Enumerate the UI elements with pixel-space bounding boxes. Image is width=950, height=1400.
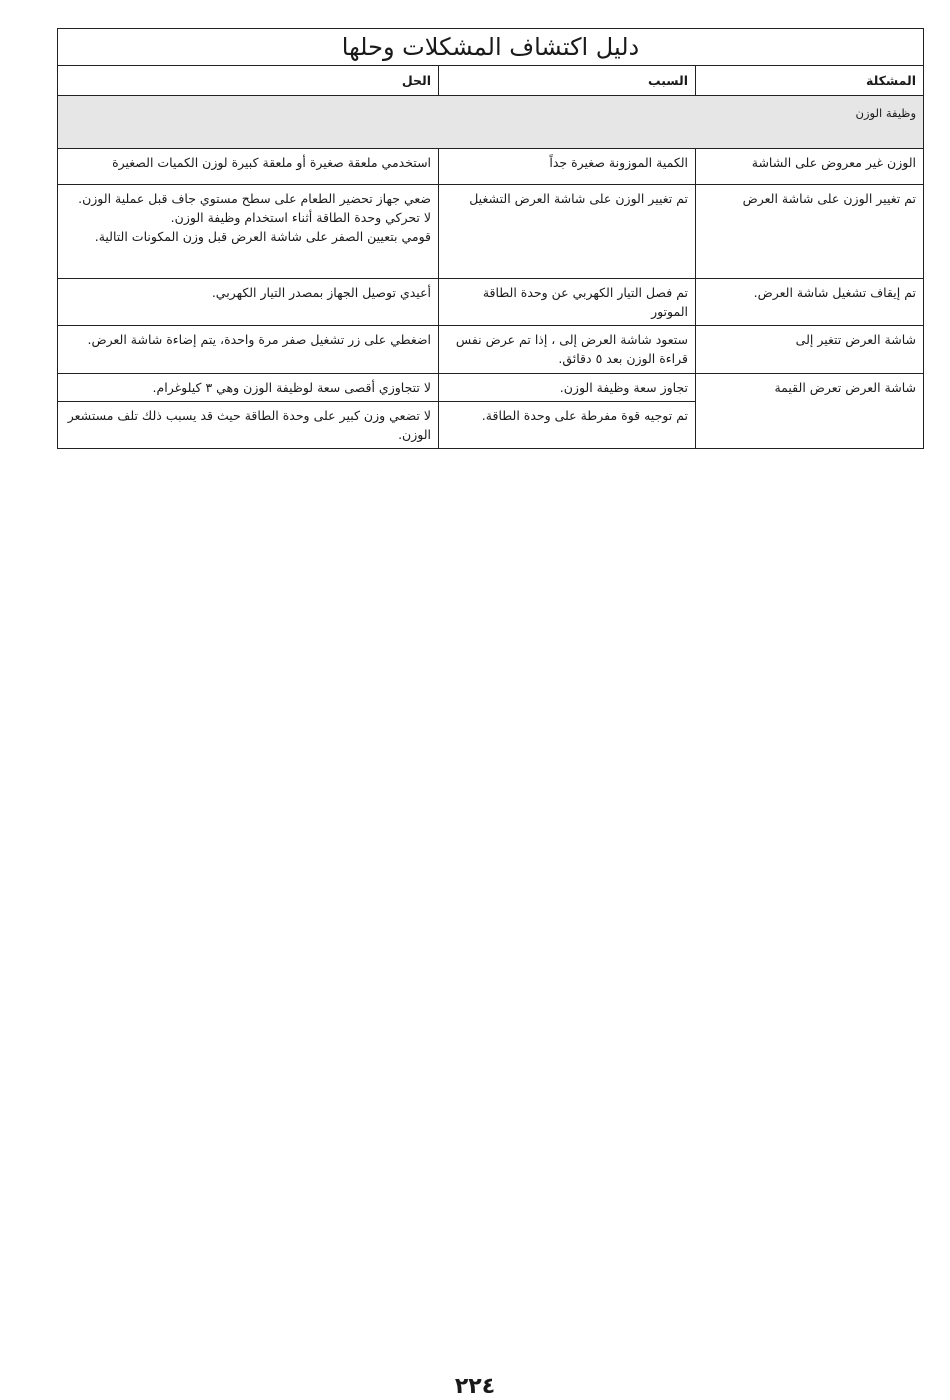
table-row [58,185,924,279]
header-problem: المشكلة [696,66,924,96]
solution-cell [58,279,439,326]
troubleshooting-table [57,28,924,449]
solution-cell [58,402,439,449]
solution-line: اضغطي على زر تشغيل صفر مرة واحدة، يتم إضاءة شاشة العرض. [87,332,432,347]
cause-cell: تم تغيير الوزن على شاشة العرض التشغيل [439,185,696,279]
problem-cell: تم إيقاف تشغيل شاشة العرض. [696,279,924,326]
cause-cell: تجاوز سعة وظيفة الوزن. [439,374,696,402]
solution-line: أعيدي توصيل الجهاز بمصدر التيار الكهربي. [211,285,432,300]
problem-cell: شاشة العرض تتغير إلى [696,326,924,374]
header-solution: الحل [58,66,439,96]
solution-cell [58,326,439,374]
page-number: ٢٢٤ [454,1374,496,1399]
solution-line: قومي بتعيين الصفر على شاشة العرض قبل وزن المكونات التالية. [94,229,432,244]
solution-cell [58,149,439,185]
table-row [58,279,924,326]
cause-cell: تم فصل التيار الكهربي عن وحدة الطاقة الموتور [439,279,696,326]
cause-cell: ستعود شاشة العرض إلى ، إذا تم عرض نفس قراءة الوزن بعد ٥ دقائق. [439,326,696,374]
solution-line: لا تضعي وزن كبير على وحدة الطاقة حيث قد يسبب ذلك تلف مستشعر الوزن. [67,408,432,442]
solution-cell [58,185,439,279]
cause-cell: الكمية الموزونة صغيرة جداً [439,149,696,185]
solution-line: لا تتجاوزي أقصى سعة لوظيفة الوزن وهي ٣ كيلوغرام. [152,380,432,395]
table-row [58,149,924,185]
table-row [58,374,924,402]
section-heading: وظيفة الوزن [58,96,924,149]
table-row [58,326,924,374]
cause-cell: تم توجيه قوة مفرطة على وحدة الطاقة. [439,402,696,449]
solution-cell [58,374,439,402]
solution-line: ضعي جهاز تحضير الطعام على سطح مستوي جاف قبل عملية الوزن. [78,191,432,206]
page-title: دليل اكتشاف المشكلات وحلها [58,29,924,66]
solution-line: لا تحركي وحدة الطاقة أثناء استخدام وظيفة الوزن. [170,210,432,225]
problem-cell: تم تغيير الوزن على شاشة العرض [696,185,924,279]
problem-cell: الوزن غير معروض على الشاشة [696,149,924,185]
header-cause: السبب [439,66,696,96]
problem-cell: شاشة العرض تعرض القيمة [696,374,924,449]
solution-line: استخدمي ملعقة صغيرة أو ملعقة كبيرة لوزن الكميات الصغيرة [112,155,432,170]
